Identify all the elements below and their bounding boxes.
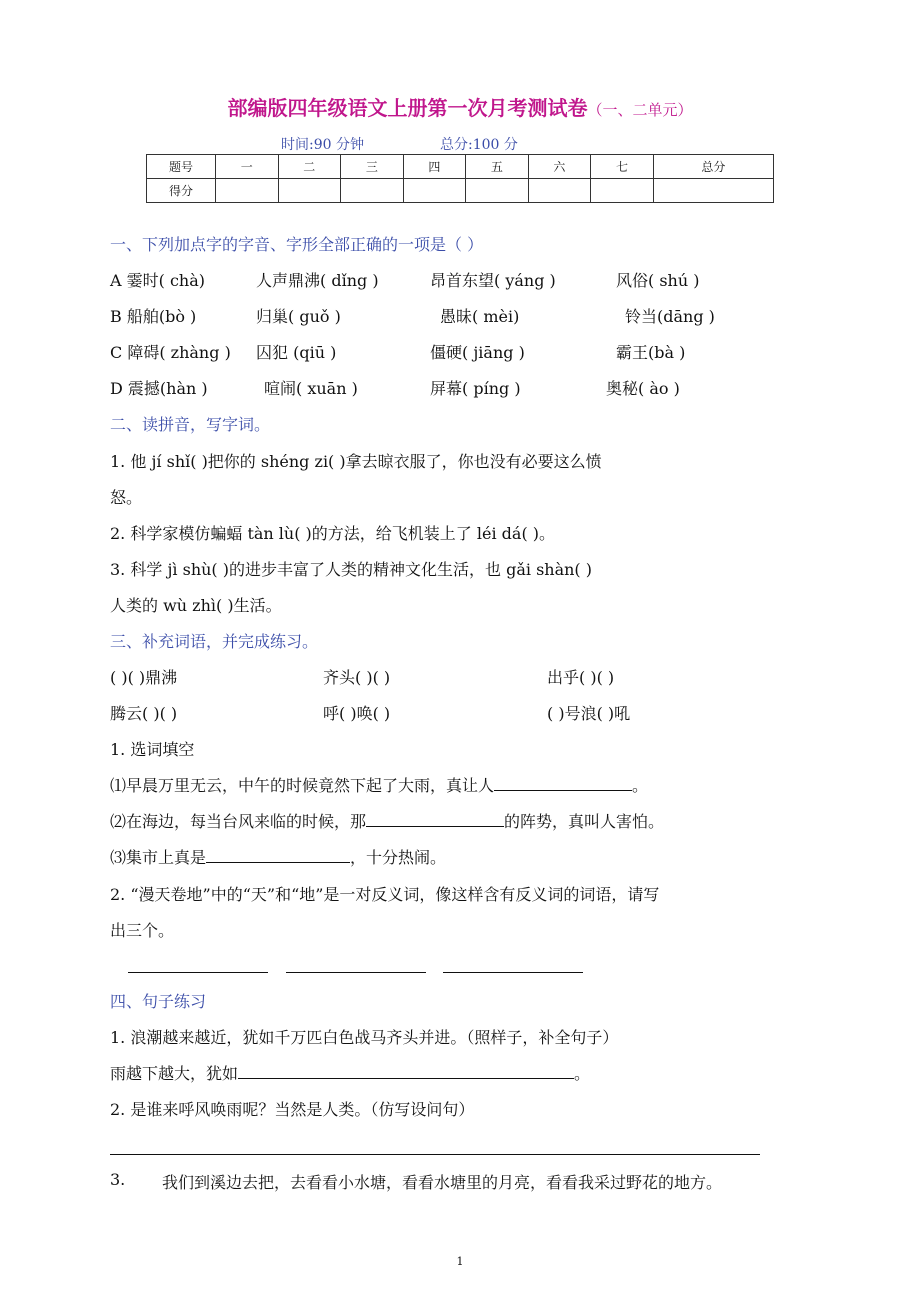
s3-word-4: 腾云( )( ) (110, 704, 178, 723)
score-cell[interactable] (653, 179, 773, 203)
page-title (0, 92, 920, 121)
s4-q1-answer (110, 1061, 590, 1084)
score-header-cell: 二 (278, 155, 341, 179)
option-c-3: 僵硬( jiāng ) (430, 343, 525, 362)
title-main: 部编版四年级语文上册第一次月考测试卷 (227, 96, 588, 120)
score-header-cell: 五 (466, 155, 529, 179)
score-cell[interactable] (278, 179, 341, 203)
score-cell[interactable] (591, 179, 654, 203)
score-header-cell: 题号 (147, 155, 216, 179)
option-d-1: D 震撼(hàn ) (110, 379, 208, 398)
s3-q1-c-end: ，十分热闹。 (350, 848, 447, 867)
option-b-3: 愚昧( mèi) (440, 307, 520, 326)
antonym-answer-line[interactable] (128, 972, 268, 973)
s4-q2: 2. 是谁来呼风唤雨呢？当然是人类。（仿写设问句） (110, 1100, 475, 1119)
s3-q1-b-text: ⑵在海边，每当台风来临的时候，那 (110, 812, 367, 831)
option-b-4: 铃当(dāng ) (625, 307, 715, 326)
s3-word-2: 齐头( )( ) (323, 668, 391, 687)
s3-q2-line2: 出三个。 (110, 921, 175, 940)
answer-blank[interactable] (494, 774, 632, 791)
s4-q1: 1. 浪潮越来越近，犹如千万匹白色战马齐头并进。（照样子，补全句子） (110, 1028, 619, 1047)
s3-word-6: ( )号浪( )吼 (547, 704, 631, 723)
option-c-4: 霸王(bà ) (616, 343, 686, 362)
s3-q1-a (110, 773, 648, 796)
score-header-cell: 四 (403, 155, 466, 179)
answer-blank[interactable] (366, 810, 504, 827)
s2-q3-line1: 3. 科学 jì shù( )的进步丰富了人类的精神文化生活，也 gǎi shàn( ) (110, 560, 592, 579)
score-header-cell: 七 (591, 155, 654, 179)
option-a-2: 人声鼎沸( dǐng ) (256, 271, 379, 290)
score-cell[interactable] (216, 179, 279, 203)
option-d-2: 喧闹( xuān ) (264, 379, 358, 398)
section3-heading: 三、补充词语，并完成练习。 (110, 632, 319, 651)
s2-q1-line2: 怒。 (110, 488, 143, 507)
s3-q1-a-end: 。 (632, 776, 649, 795)
option-a-1: A 霎时( chà) (110, 271, 206, 290)
option-b-2: 归巢( guǒ ) (256, 307, 341, 326)
score-table-header-row (147, 155, 774, 179)
s3-q1-a-text: ⑴早晨万里无云，中午的时候竟然下起了大雨，真让人 (110, 776, 495, 795)
s2-q3-line2: 人类的 wù zhì( )生活。 (110, 596, 282, 615)
s3-q2-line1: 2. “漫天卷地”中的“天”和“地”是一对反义词，像这样含有反义词的词语，请写 (110, 885, 660, 904)
score-cell[interactable] (528, 179, 591, 203)
score-header-cell: 一 (216, 155, 279, 179)
score-table (146, 154, 774, 203)
answer-blank[interactable] (238, 1062, 574, 1079)
exam-time: 时间:90 分钟 (281, 137, 364, 153)
s2-q1-line1: 1. 他 jí shǐ( )把你的 shéng zi( )拿去晾衣服了，你也没有必要这么愤 (110, 452, 602, 471)
title-subtitle: （一、二单元） (587, 101, 693, 119)
option-a-4: 风俗( shú ) (616, 271, 700, 290)
s3-q1-c (110, 845, 446, 868)
s4-q3-text: 我们到溪边去把，去看看小水塘，看看水塘里的月亮，看看我采过野花的地方。 (162, 1173, 723, 1192)
score-header-cell: 三 (341, 155, 404, 179)
antonym-answer-line[interactable] (286, 972, 426, 973)
s4-q1-end: 。 (574, 1064, 591, 1083)
option-d-3: 屏幕( píng ) (430, 379, 521, 398)
answer-blank[interactable] (206, 846, 350, 863)
s3-word-5: 呼( )唤( ) (323, 704, 391, 723)
score-cell[interactable] (403, 179, 466, 203)
option-a-3: 昂首东望( yáng ) (430, 271, 556, 290)
section1-heading: 一、下列加点字的字音、字形全部正确的一项是（ ） (110, 235, 484, 254)
s2-q2: 2. 科学家模仿蝙蝠 tàn lù( )的方法，给飞机装上了 léi dá( )。 (110, 524, 556, 543)
s3-word-3: 出乎( )( ) (547, 668, 615, 687)
s3-word-1: ( )( )鼎沸 (110, 668, 178, 687)
s3-q1-b-end: 的阵势，真叫人害怕。 (504, 812, 665, 831)
score-cell[interactable] (341, 179, 404, 203)
s3-q1-title: 1. 选词填空 (110, 740, 195, 759)
s4-q1-text: 雨越下越大，犹如 (110, 1064, 239, 1083)
page-number: 1 (456, 1255, 464, 1268)
option-b-1: B 船舶(bò ) (110, 307, 197, 326)
s4-q3-number: 3. (110, 1170, 126, 1189)
option-c-1: C 障碍( zhàng ) (110, 343, 231, 362)
exam-total: 总分:100 分 (440, 137, 518, 153)
score-header-cell: 六 (528, 155, 591, 179)
option-d-4: 奥秘( ào ) (606, 379, 680, 398)
s4-q2-answer-line[interactable] (110, 1154, 760, 1155)
s3-q1-b (110, 809, 664, 832)
score-table-score-row (147, 179, 774, 203)
s3-q1-c-text: ⑶集市上真是 (110, 848, 207, 867)
score-row-label: 得分 (147, 179, 216, 203)
antonym-answer-line[interactable] (443, 972, 583, 973)
score-header-cell: 总分 (653, 155, 773, 179)
score-cell[interactable] (466, 179, 529, 203)
option-c-2: 囚犯 (qiū ) (256, 343, 337, 362)
section2-heading: 二、读拼音，写字词。 (110, 415, 271, 434)
section4-heading: 四、句子练习 (110, 992, 207, 1011)
